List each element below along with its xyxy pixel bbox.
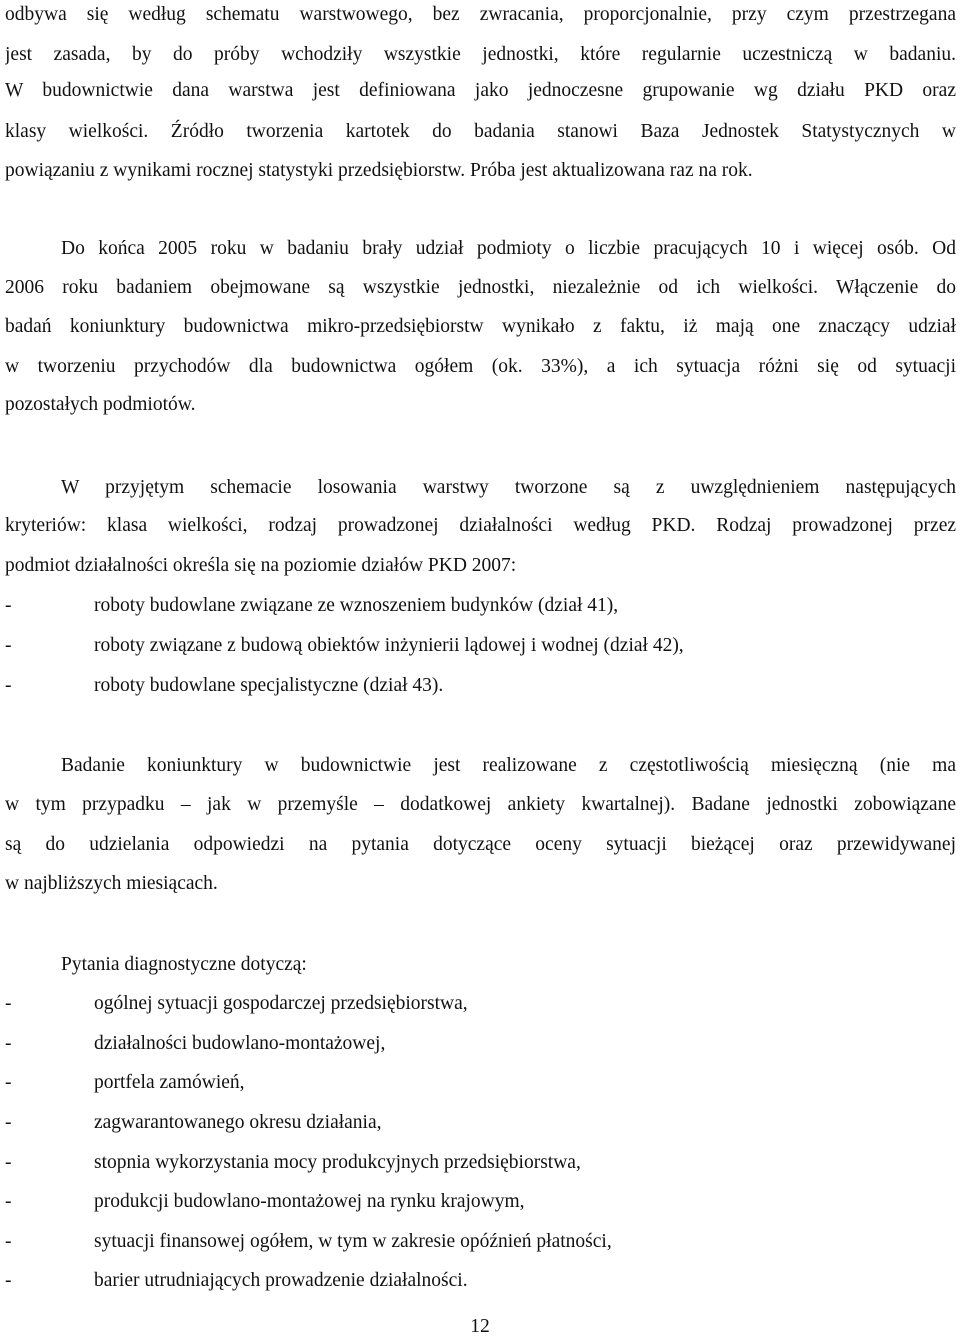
paragraph-line: Badanie koniunktury w budownictwie jest realizowane z częstotliwością miesięczną (nie ma (61, 755, 956, 776)
paragraph-line: badań koniunktury budownictwa mikro-przedsiębiorstw wynikało z faktu, iż mają one znaczący udział (5, 316, 956, 337)
paragraph-line: klasy wielkości. Źródło tworzenia kartotek do badania stanowi Baza Jednostek Statystycznych w (5, 121, 956, 142)
list-item-text: roboty budowlane związane ze wznoszeniem budynków (dział 41), (94, 595, 619, 616)
paragraph-line: pozostałych podmiotów. (5, 394, 196, 415)
list-item-text: portfela zamówień, (94, 1072, 245, 1093)
list-item-text: produkcji budowlano-montażowej na rynku krajowym, (94, 1191, 525, 1212)
bullet-dash: - (5, 1270, 12, 1291)
list-item-text: roboty związane z budową obiektów inżynierii lądowej i wodnej (dział 42), (94, 635, 684, 656)
bullet-dash: - (5, 1191, 12, 1212)
bullet-dash: - (5, 993, 12, 1014)
paragraph-line: w tworzeniu przychodów dla budownictwa ogółem (ok. 33%), a ich sytuacja różni się od sytuacji (5, 356, 956, 377)
bullet-dash: - (5, 595, 12, 616)
bullet-dash: - (5, 1033, 12, 1054)
paragraph-line: odbywa się według schematu warstwowego, bez zwracania, proporcjonalnie, przy czym przestrzegana (5, 4, 956, 25)
bullet-dash: - (5, 1112, 12, 1133)
list-item-text: zagwarantowanego okresu działania, (94, 1112, 382, 1133)
paragraph-line: w tym przypadku – jak w przemyśle – dodatkowej ankiety kwartalnej). Badane jednostki zobowiązane (5, 794, 956, 815)
bullet-dash: - (5, 675, 12, 696)
paragraph-line: W przyjętym schemacie losowania warstwy tworzone są z uwzględnieniem następujących (61, 477, 956, 498)
paragraph-line: są do udzielania odpowiedzi na pytania dotyczące oceny sytuacji bieżącej oraz przewidywanej (5, 834, 956, 855)
paragraph-line: w najbliższych miesiącach. (5, 873, 218, 894)
paragraph-line: kryteriów: klasa wielkości, rodzaj prowadzonej działalności według PKD. Rodzaj prowadzonej przez (5, 515, 956, 536)
page-number: 12 (470, 1316, 490, 1337)
paragraph-line: podmiot działalności określa się na poziomie działów PKD 2007: (5, 555, 517, 576)
paragraph-line: 2006 roku badaniem obejmowane są wszystkie jednostki, niezależnie od ich wielkości. Włączenie do (5, 277, 956, 298)
paragraph-line: powiązaniu z wynikami rocznej statystyki przedsiębiorstw. Próba jest aktualizowana raz na rok. (5, 160, 753, 181)
paragraph-line: W budownictwie dana warstwa jest definiowana jako jednoczesne grupowanie wg działu PKD oraz (5, 80, 956, 101)
list-item-text: ogólnej sytuacji gospodarczej przedsiębiorstwa, (94, 993, 468, 1014)
paragraph-line: jest zasada, by do próby wchodziły wszystkie jednostki, które regularnie uczestniczą w badaniu. (5, 44, 956, 65)
list-item-text: barier utrudniających prowadzenie działalności. (94, 1270, 468, 1291)
bullet-dash: - (5, 1152, 12, 1173)
list-item-text: sytuacji finansowej ogółem, w tym w zakresie opóźnień płatności, (94, 1231, 612, 1252)
paragraph-line: Do końca 2005 roku w badaniu brały udział podmioty o liczbie pracujących 10 i więcej osób. Od (61, 238, 956, 259)
list-item-text: działalności budowlano-montażowej, (94, 1033, 386, 1054)
paragraph-line: Pytania diagnostyczne dotyczą: (61, 954, 307, 975)
bullet-dash: - (5, 1072, 12, 1093)
bullet-dash: - (5, 635, 12, 656)
list-item-text: stopnia wykorzystania mocy produkcyjnych przedsiębiorstwa, (94, 1152, 581, 1173)
bullet-dash: - (5, 1231, 12, 1252)
list-item-text: roboty budowlane specjalistyczne (dział 43). (94, 675, 444, 696)
